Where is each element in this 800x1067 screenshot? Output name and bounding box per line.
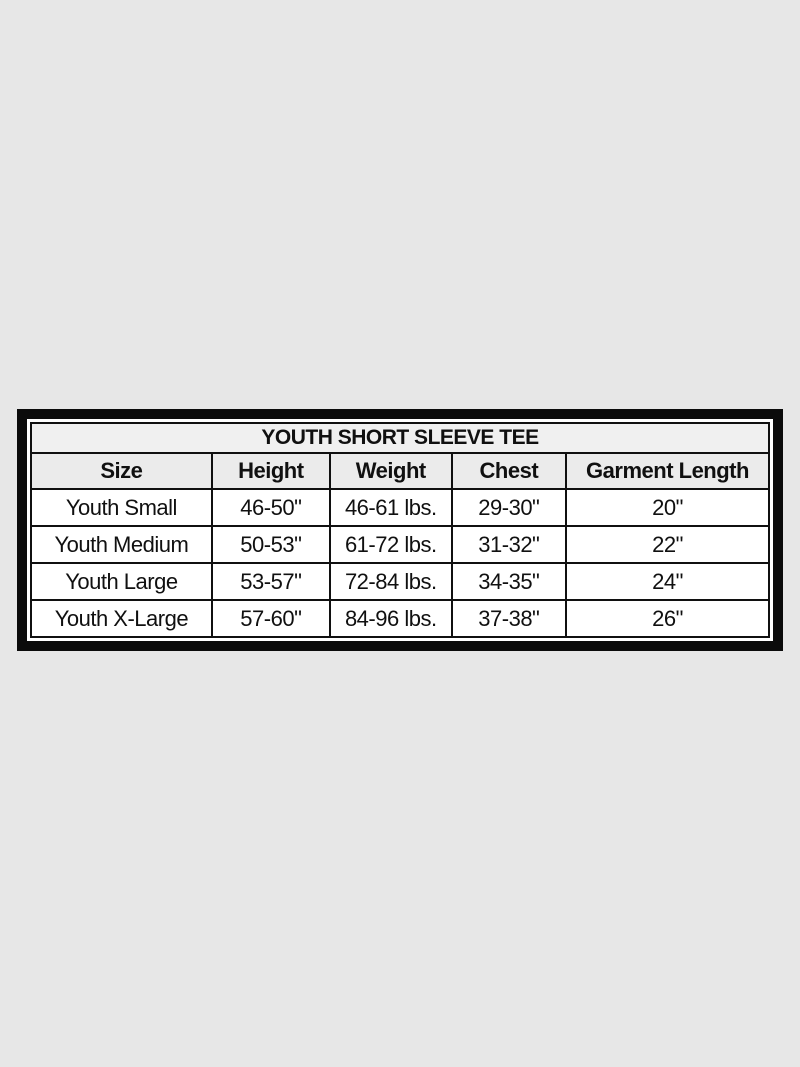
column-header-size: Size bbox=[31, 453, 212, 489]
column-header-chest: Chest bbox=[452, 453, 566, 489]
cell-weight: 84-96 lbs. bbox=[330, 600, 452, 637]
cell-chest: 29-30" bbox=[452, 489, 566, 526]
table-row-youth-medium bbox=[31, 526, 769, 563]
cell-weight: 61-72 lbs. bbox=[330, 526, 452, 563]
cell-height: 46-50" bbox=[212, 489, 330, 526]
chart-title: YOUTH SHORT SLEEVE TEE bbox=[31, 423, 769, 453]
column-header-height: Height bbox=[212, 453, 330, 489]
cell-chest: 37-38" bbox=[452, 600, 566, 637]
cell-garment-length: 24" bbox=[566, 563, 769, 600]
cell-size: Youth Large bbox=[31, 563, 212, 600]
cell-chest: 31-32" bbox=[452, 526, 566, 563]
table-row-youth-large bbox=[31, 563, 769, 600]
cell-chest: 34-35" bbox=[452, 563, 566, 600]
cell-garment-length: 26" bbox=[566, 600, 769, 637]
cell-height: 50-53" bbox=[212, 526, 330, 563]
size-chart-table bbox=[30, 422, 770, 638]
column-header-weight: Weight bbox=[330, 453, 452, 489]
cell-size: Youth Medium bbox=[31, 526, 212, 563]
cell-weight: 72-84 lbs. bbox=[330, 563, 452, 600]
cell-garment-length: 20" bbox=[566, 489, 769, 526]
size-chart-frame bbox=[17, 409, 783, 651]
table-row-youth-small bbox=[31, 489, 769, 526]
cell-height: 57-60" bbox=[212, 600, 330, 637]
table-row-youth-x-large bbox=[31, 600, 769, 637]
cell-height: 53-57" bbox=[212, 563, 330, 600]
chart-title-row bbox=[31, 423, 769, 453]
cell-garment-length: 22" bbox=[566, 526, 769, 563]
cell-size: Youth X-Large bbox=[31, 600, 212, 637]
cell-weight: 46-61 lbs. bbox=[330, 489, 452, 526]
table-header-row bbox=[31, 453, 769, 489]
cell-size: Youth Small bbox=[31, 489, 212, 526]
column-header-garment-length: Garment Length bbox=[566, 453, 769, 489]
